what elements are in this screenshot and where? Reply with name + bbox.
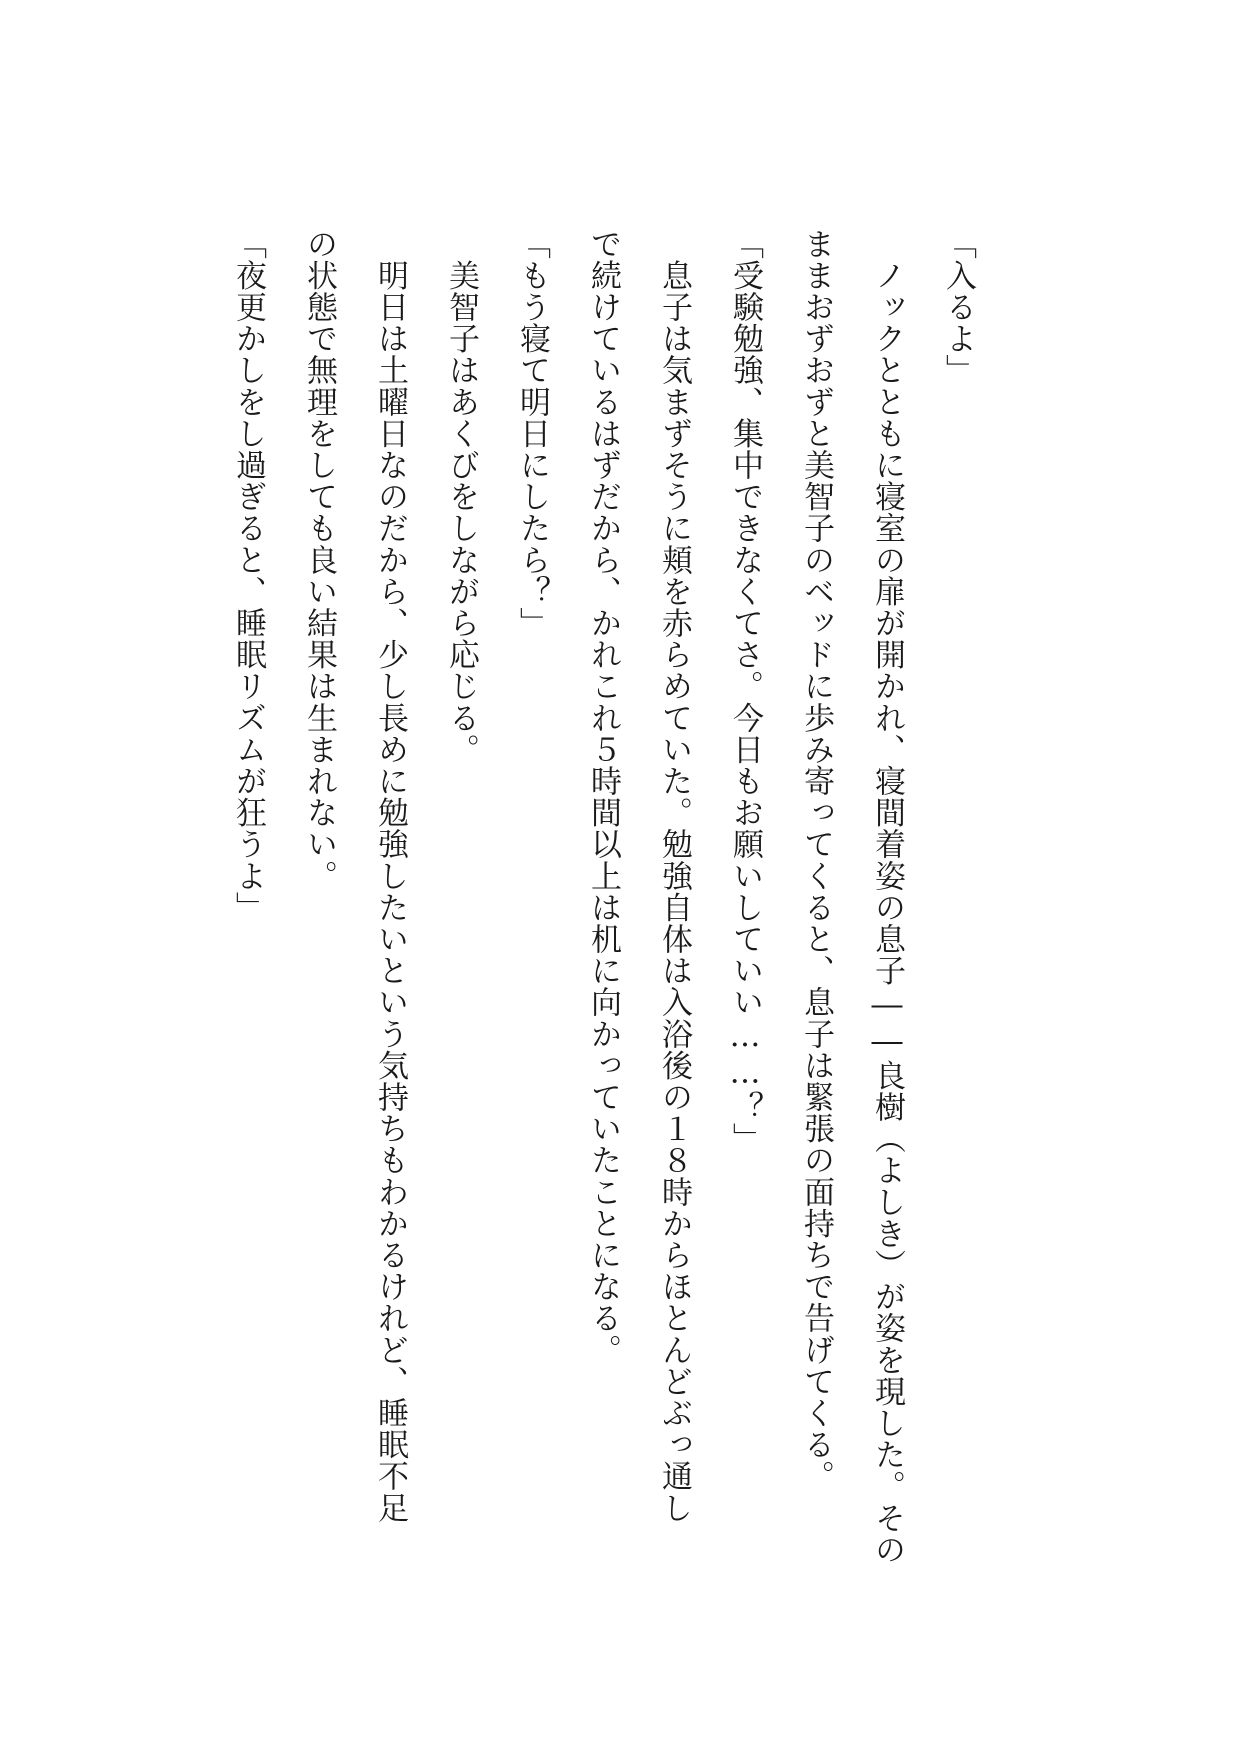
text-line-6: で続けているはずだから、かれこれ５時間以上は机に向かっていたことになる。 [585, 228, 621, 1366]
text-line-10: の状態で無理をしても良い結果は生まれない。 [301, 228, 337, 892]
text-line-3: ままおずおずと美智子のベッドに歩み寄ってくると、息子は緊張の面持ちで告げてくる。 [798, 228, 834, 1492]
text-line-2: ノックとともに寝室の扉が開かれ、寝間着姿の息子――良樹（よしき）が姿を現した。その [869, 228, 905, 1566]
text-line-5: 息子は気まずそうに頬を赤らめていた。勉強自体は入浴後の１８時からほとんどぶっ通し [656, 228, 692, 1524]
text-line-9: 明日は土曜日なのだから、少し長めに勉強したいという気持ちもわかるけれど、睡眠不足 [372, 228, 408, 1524]
text-line-11: 「夜更かしをし過ぎると、睡眠リズムが狂うよ」 [230, 228, 266, 924]
text-line-1: 「入るよ」 [940, 228, 976, 386]
text-line-7: 「もう寝て明日にしたら？」 [514, 228, 550, 639]
text-line-8: 美智子はあくびをしながら応じる。 [443, 228, 479, 766]
vertical-text-body [212, 228, 993, 1580]
text-line-4: 「受験勉強、集中できなくてさ。今日もお願いしていい……？」 [727, 228, 763, 1155]
